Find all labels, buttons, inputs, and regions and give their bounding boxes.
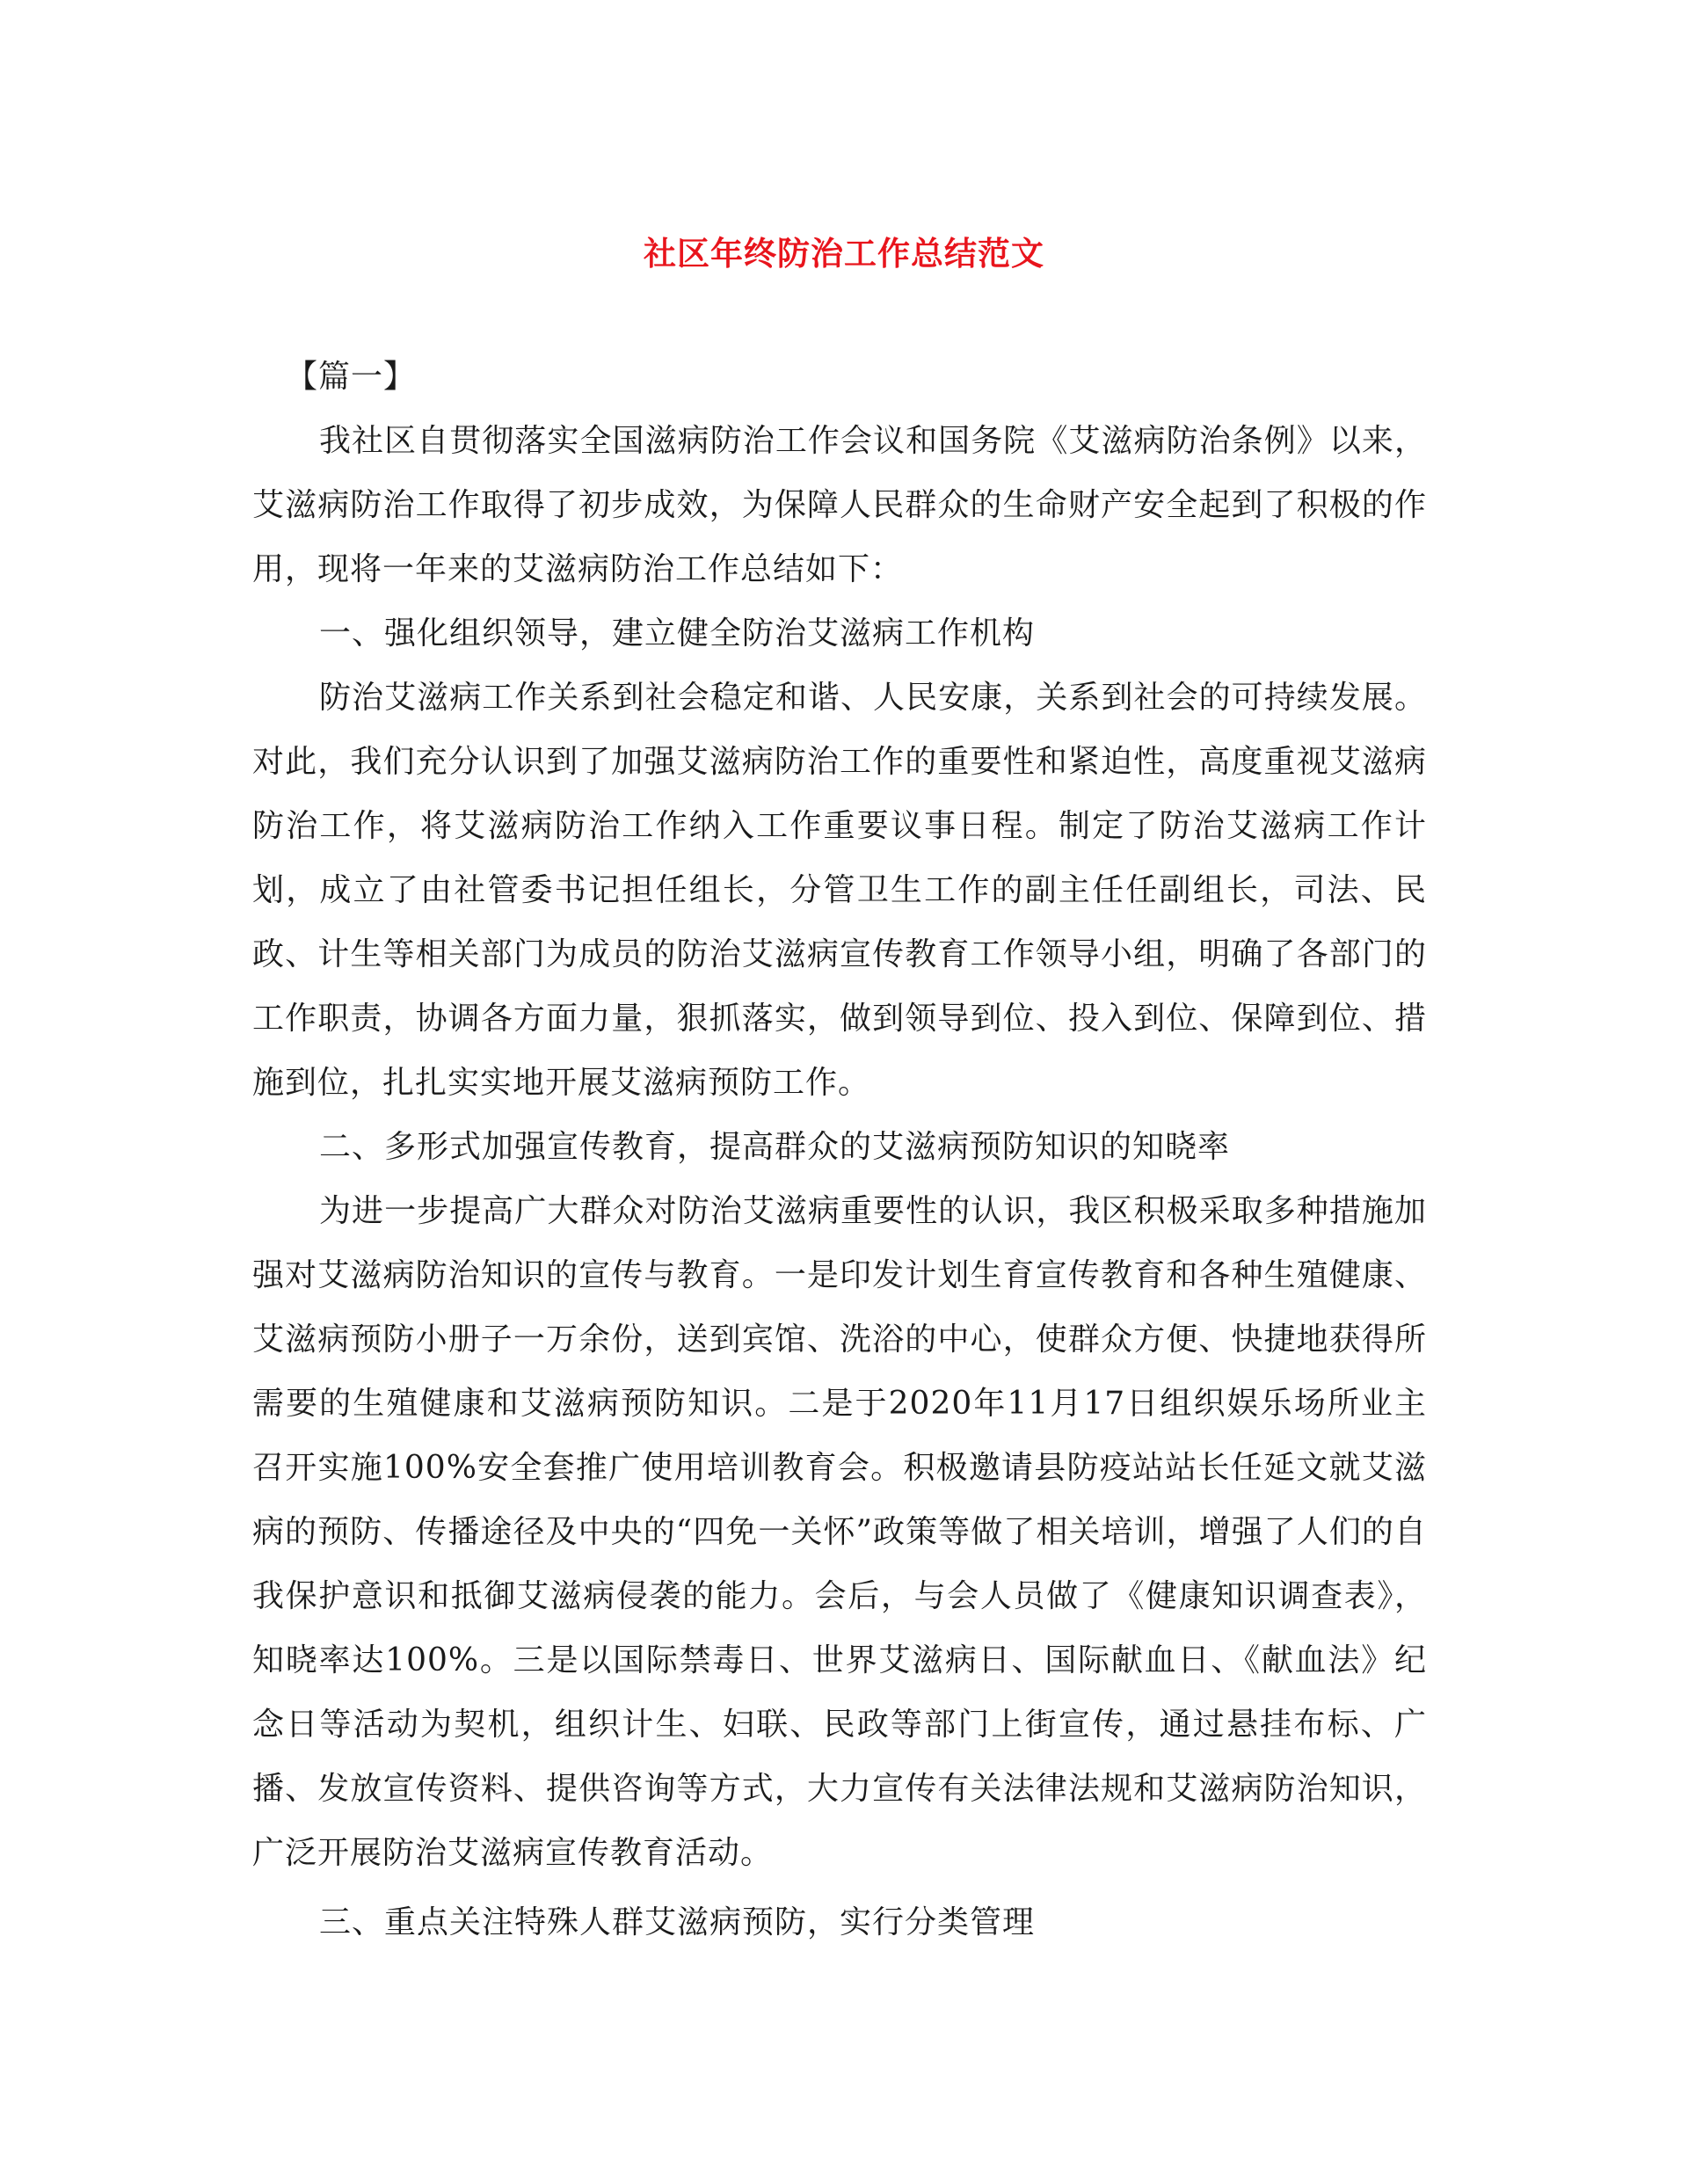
document-body	[252, 345, 1427, 1955]
heading-2: 二、多形式加强宣传教育，提高群众的艾滋病预防知识的知晓率	[319, 1129, 1231, 1165]
document-title: 社区年终防治工作总结范文	[644, 234, 1044, 273]
paragraph-1: 防治艾滋病工作关系到社会稳定和谐、人民安康，关系到社会的可持续发展。对此，我们充分认识到了加强艾滋病防治工作的重要性和紧迫性，高度重视艾滋病防治工作，将艾滋病防治工作纳入工作重要议事日程。制定了防治艾滋病工作计划，成立了由社管委书记担任组长，分管卫生工作的副主任任副组长，司法、民政、计生等相关部门为成员的防治艾滋病宣传教育工作领导小组，明确了各部门的工作职责，协调各方面力量，狠抓落实，做到领导到位、投入到位、保障到位、措施到位，扎扎实实地开展艾滋病预防工作。	[252, 680, 1427, 1101]
heading-1: 一、强化组织领导，建立健全防治艾滋病工作机构	[319, 615, 1036, 652]
paragraph-2: 为进一步提高广大群众对防治艾滋病重要性的认识，我区积极采取多种措施加强对艾滋病防治知识的宣传与教育。一是印发计划生育宣传教育和各种生殖健康、艾滋病预防小册子一万余份，送到宾馆、洗浴的中心，使群众方便、快捷地获得所需要的生殖健康和艾滋病预防知识。二是于2020年11月17日组织娱乐场所业主召开实施100%安全套推广使用培训教育会。积极邀请县防疫站站长任延文就艾滋病的预防、传播途径及中央的“四免一关怀”政策等做了相关培训，增强了人们的自我保护意识和抵御艾滋病侵袭的能力。会后，与会人员做了《健康知识调查表》，知晓率达100%。三是以国际禁毒日、世界艾滋病日、国际献血日、《献血法》纪念日等活动为契机，组织计生、妇联、民政等部门上街宣传，通过悬挂布标、广播、发放宣传资料、提供咨询等方式，大力宣传有关法律法规和艾滋病防治知识，广泛开展防治艾滋病宣传教育活动。	[252, 1193, 1427, 1871]
section-label: 【篇一】	[286, 359, 417, 395]
paragraph-intro: 我社区自贯彻落实全国滋病防治工作会议和国务院《艾滋病防治条例》以来，艾滋病防治工作取得了初步成效，为保障人民群众的生命财产安全起到了积极的作用，现将一年来的艾滋病防治工作总结如下：	[252, 423, 1427, 587]
heading-3: 三、重点关注特殊人群艾滋病预防，实行分类管理	[319, 1904, 1036, 1940]
